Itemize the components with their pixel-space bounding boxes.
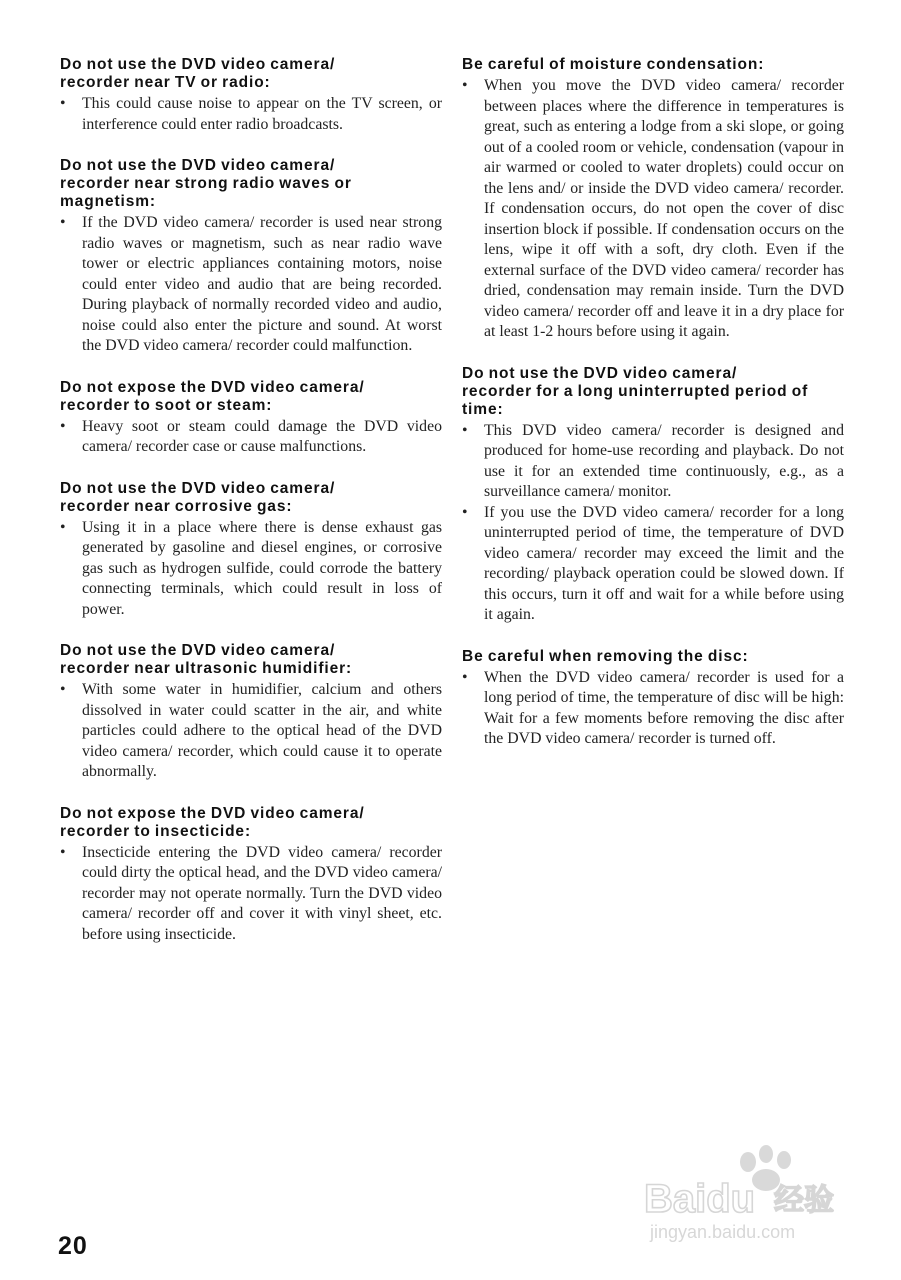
bullet-item (60, 843, 442, 946)
bullet-text: With some water in humidifier, calcium and others dissolved in water could scatter in the air, and white particles could adhere to the optical head of the DVD video camera/ recorder, which could cause it to operate abnormally. (82, 681, 442, 780)
bullet-item (462, 76, 844, 343)
bullet-item (60, 417, 442, 458)
bullet-icon: • (60, 681, 66, 698)
bullet-text: When the DVD video camera/ recorder is used for a long period of time, the temperature of disc will be high: Wait for a few moments before removing the disc after the DVD video camera/ recorder is turned off. (484, 668, 844, 747)
bullet-text: If the DVD video camera/ recorder is used near strong radio waves or magnetism, such as near radio wave tower or electric appliances containing motors, noise could enter video and audio that are being recorded. During playback of normally recorded video and audio, noise could also enter the picture and sound. At worst the DVD video camera/ recorder could malfunction. (82, 214, 442, 354)
section (60, 805, 442, 946)
section (60, 157, 442, 357)
section-heading: Do not use the DVD video camera/ recorder near ultrasonic humidifier: (60, 642, 353, 677)
bullet-text: If you use the DVD video camera/ recorder for a long uninterrupted period of time, the temperature of DVD video camera/ recorder may exceed the limit and the recording/ playback operation could be slowed down. If this occurs, turn it off and wait for a while before using it again. (484, 503, 844, 623)
bullet-icon: • (462, 503, 468, 521)
bullet-text: Heavy soot or steam could damage the DVD video camera/ recorder case or cause malfunctions. (82, 417, 442, 455)
section (60, 56, 442, 135)
section-heading: Do not expose the DVD video camera/ recorder to insecticide: (60, 804, 365, 840)
left-column (60, 56, 442, 967)
section (462, 365, 844, 626)
section-heading: Do not use the DVD video camera/ recorder for a long uninterrupted period of time: (462, 364, 809, 418)
section-heading: Do not use the DVD video camera/ recorder near TV or radio: (60, 56, 336, 91)
right-column (462, 56, 844, 772)
section (60, 379, 442, 458)
page-number: 20 (58, 1232, 88, 1260)
watermark-url: jingyan.baidu.com (650, 1222, 796, 1242)
watermark-brand-cn: 经验 (774, 1183, 834, 1218)
bullet-text: This could cause noise to appear on the TV screen, or interference could enter radio broadcasts. (82, 95, 442, 133)
bullet-icon: • (60, 843, 66, 861)
bullet-text: When you move the DVD video camera/ recorder between places where the difference in temperatures is great, such as entering a lodge from a ski slope, or going out of a cooled room or vehicle, condensation (vapour in air warmed or cooled to water droplets) could occur on the lens and/ or inside the DVD video camera/ recorder. If condensation occurs, do not open the cover of disc insertion block if possible. If condensation occurs on the lens, wipe it off with a soft, dry cloth. Even if the external surface of the DVD video camera/ recorder has dried, condensation may remain inside. Turn the DVD video camera/ recorder off and leave it in a dry place for at least 1-2 hours before using it again. (484, 77, 844, 340)
bullet-text: Using it in a place where there is dense exhaust gas generated by gasoline and diesel engines, or corrosive gas such as hydrogen sulfide, could corrode the battery connecting terminals, which could result in loss of power. (82, 518, 442, 618)
bullet-item (60, 680, 442, 783)
baidu-jingyan-watermark (640, 1140, 860, 1250)
section (462, 56, 844, 343)
bullet-item (462, 421, 844, 503)
bullet-icon: • (60, 518, 66, 536)
bullet-item (462, 668, 844, 750)
section-heading: Be careful when removing the disc: (462, 647, 749, 665)
bullet-item (462, 503, 844, 626)
section-heading: Be careful of moisture condensation: (462, 56, 765, 73)
bullet-text: Insecticide entering the DVD video camera/ recorder could dirty the optical head, and the DVD video camera/ recorder may not operate normally. Turn the DVD video camera/ recorder off and cover it with vinyl sheet, etc. before using insecticide. (82, 843, 442, 943)
section-heading: Do not expose the DVD video camera/ recorder to soot or steam: (60, 378, 365, 414)
section-heading: Do not use the DVD video camera/ recorder near strong radio waves or magnetism: (60, 157, 352, 210)
section (60, 480, 442, 621)
section (60, 642, 442, 783)
bullet-icon: • (462, 668, 468, 686)
bullet-icon: • (462, 77, 468, 94)
bullet-item (60, 518, 442, 621)
bullet-text: This DVD video camera/ recorder is designed and produced for home-use recording and playback. Do not use it for an extended time continuously, e.g., as a surveillance camera/ monitor. (484, 421, 844, 500)
bullet-item (60, 94, 442, 135)
section (462, 648, 844, 750)
bullet-icon: • (462, 421, 468, 439)
bullet-icon: • (60, 95, 66, 112)
section-heading: Do not use the DVD video camera/ recorder near corrosive gas: (60, 479, 336, 515)
watermark-brand: Baidu (644, 1177, 756, 1221)
bullet-item (60, 213, 442, 357)
bullet-icon: • (60, 214, 66, 231)
bullet-icon: • (60, 417, 66, 435)
